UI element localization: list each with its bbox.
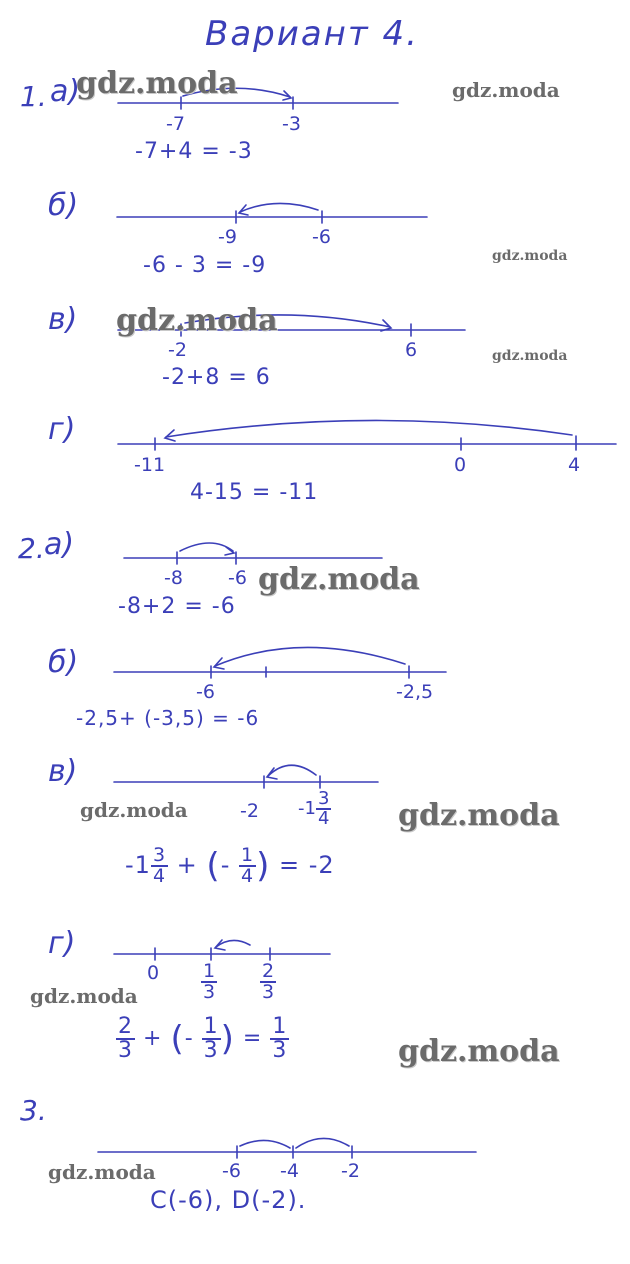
tick-label: -6	[312, 226, 331, 248]
watermark: gdz.moda	[80, 798, 188, 822]
task-2b-letter: б)	[48, 645, 79, 680]
task-1b-letter: б)	[48, 188, 79, 223]
tick-label: 0	[147, 962, 160, 984]
fraction: $\frac{2}{3}$	[118, 1014, 133, 1063]
task-1-label: 1.	[20, 80, 47, 113]
watermark: gdz.moda	[48, 1160, 156, 1184]
tick-fraction-2: $\frac{2}{3}$	[262, 960, 275, 1003]
equation-1v: -2+8 = 6	[162, 365, 271, 390]
tick-label: -11	[134, 454, 166, 476]
watermark: gdz.moda	[492, 348, 568, 364]
jump-arc	[240, 1140, 290, 1148]
task-2-label: 2.	[18, 532, 45, 565]
task-2g-letter: г)	[48, 926, 76, 961]
watermark: gdz.moda	[76, 66, 238, 101]
tick-label: -4	[280, 1160, 299, 1182]
tick-fraction: $\frac{3}{4}$	[317, 788, 330, 829]
fraction: $\frac{1}{4}$	[241, 844, 255, 887]
watermark: gdz.moda	[398, 798, 560, 833]
equation-2v: -1 $\frac{3}{4}$ + (- $\frac{1}{4}$ ) = -2	[125, 844, 335, 887]
tick-label: -8	[164, 567, 183, 589]
task-1a-letter: а)	[50, 74, 81, 109]
watermark: gdz.moda	[398, 1034, 560, 1069]
tick-label: -7	[166, 113, 185, 135]
fraction: $\frac{1}{3}$	[203, 1014, 219, 1063]
fraction: $\frac{1}{3}$	[272, 1014, 288, 1063]
fraction: $\frac{3}{4}$	[152, 844, 167, 887]
tick-label: -6	[196, 681, 215, 703]
watermark: gdz.moda	[258, 562, 420, 597]
watermark: gdz.moda	[492, 248, 568, 264]
tick-label: -6	[228, 567, 247, 589]
tick-label: -2	[240, 800, 259, 822]
tick-label: 6	[405, 339, 418, 361]
task-1v-letter: в)	[48, 302, 78, 337]
watermark: gdz.moda	[30, 984, 138, 1008]
task-3-label: 3.	[20, 1094, 47, 1127]
equation-2b: -2,5+ (-3,5) = -6	[76, 706, 260, 730]
task-2v-letter: в)	[48, 754, 78, 789]
equation-2g: $\frac{2}{3}$ + (- $\frac{1}{3}$ ) = $\frac{1}{3}$	[118, 1014, 288, 1063]
tick-label: -2,5	[396, 681, 434, 703]
tick-label: -3	[282, 113, 301, 135]
equation-1b: -6 - 3 = -9	[143, 253, 267, 278]
tick-label: -2	[341, 1160, 360, 1182]
task-3-answer: C(-6), D(-2).	[150, 1186, 307, 1214]
watermark: gdz.moda	[452, 78, 560, 102]
tick-fraction-1: $\frac{1}{3}$	[203, 960, 216, 1003]
jump-arrow	[240, 203, 318, 212]
jump-arc	[296, 1138, 349, 1148]
jump-arrow	[166, 420, 572, 437]
jump-arrow	[215, 647, 405, 666]
equation-1a: -7+4 = -3	[135, 139, 253, 164]
tick-label: 4	[568, 454, 581, 476]
watermark: gdz.moda	[116, 303, 278, 338]
tick-label: -9	[218, 226, 237, 248]
task-1g-letter: г)	[48, 412, 76, 447]
tick-label-mixed	[298, 790, 331, 828]
page-title: Вариант 4.	[205, 14, 419, 54]
tick-label: -2	[168, 339, 187, 361]
tick-label: -6	[222, 1160, 241, 1182]
tick-label: 0	[454, 454, 467, 476]
tick-whole: -1	[298, 798, 316, 819]
jump-arrow	[268, 765, 316, 776]
task-2a-letter: а)	[44, 527, 75, 562]
jump-arrow	[180, 543, 233, 551]
equation-2a: -8+2 = -6	[118, 594, 236, 619]
equation-1g: 4-15 = -11	[190, 480, 319, 505]
